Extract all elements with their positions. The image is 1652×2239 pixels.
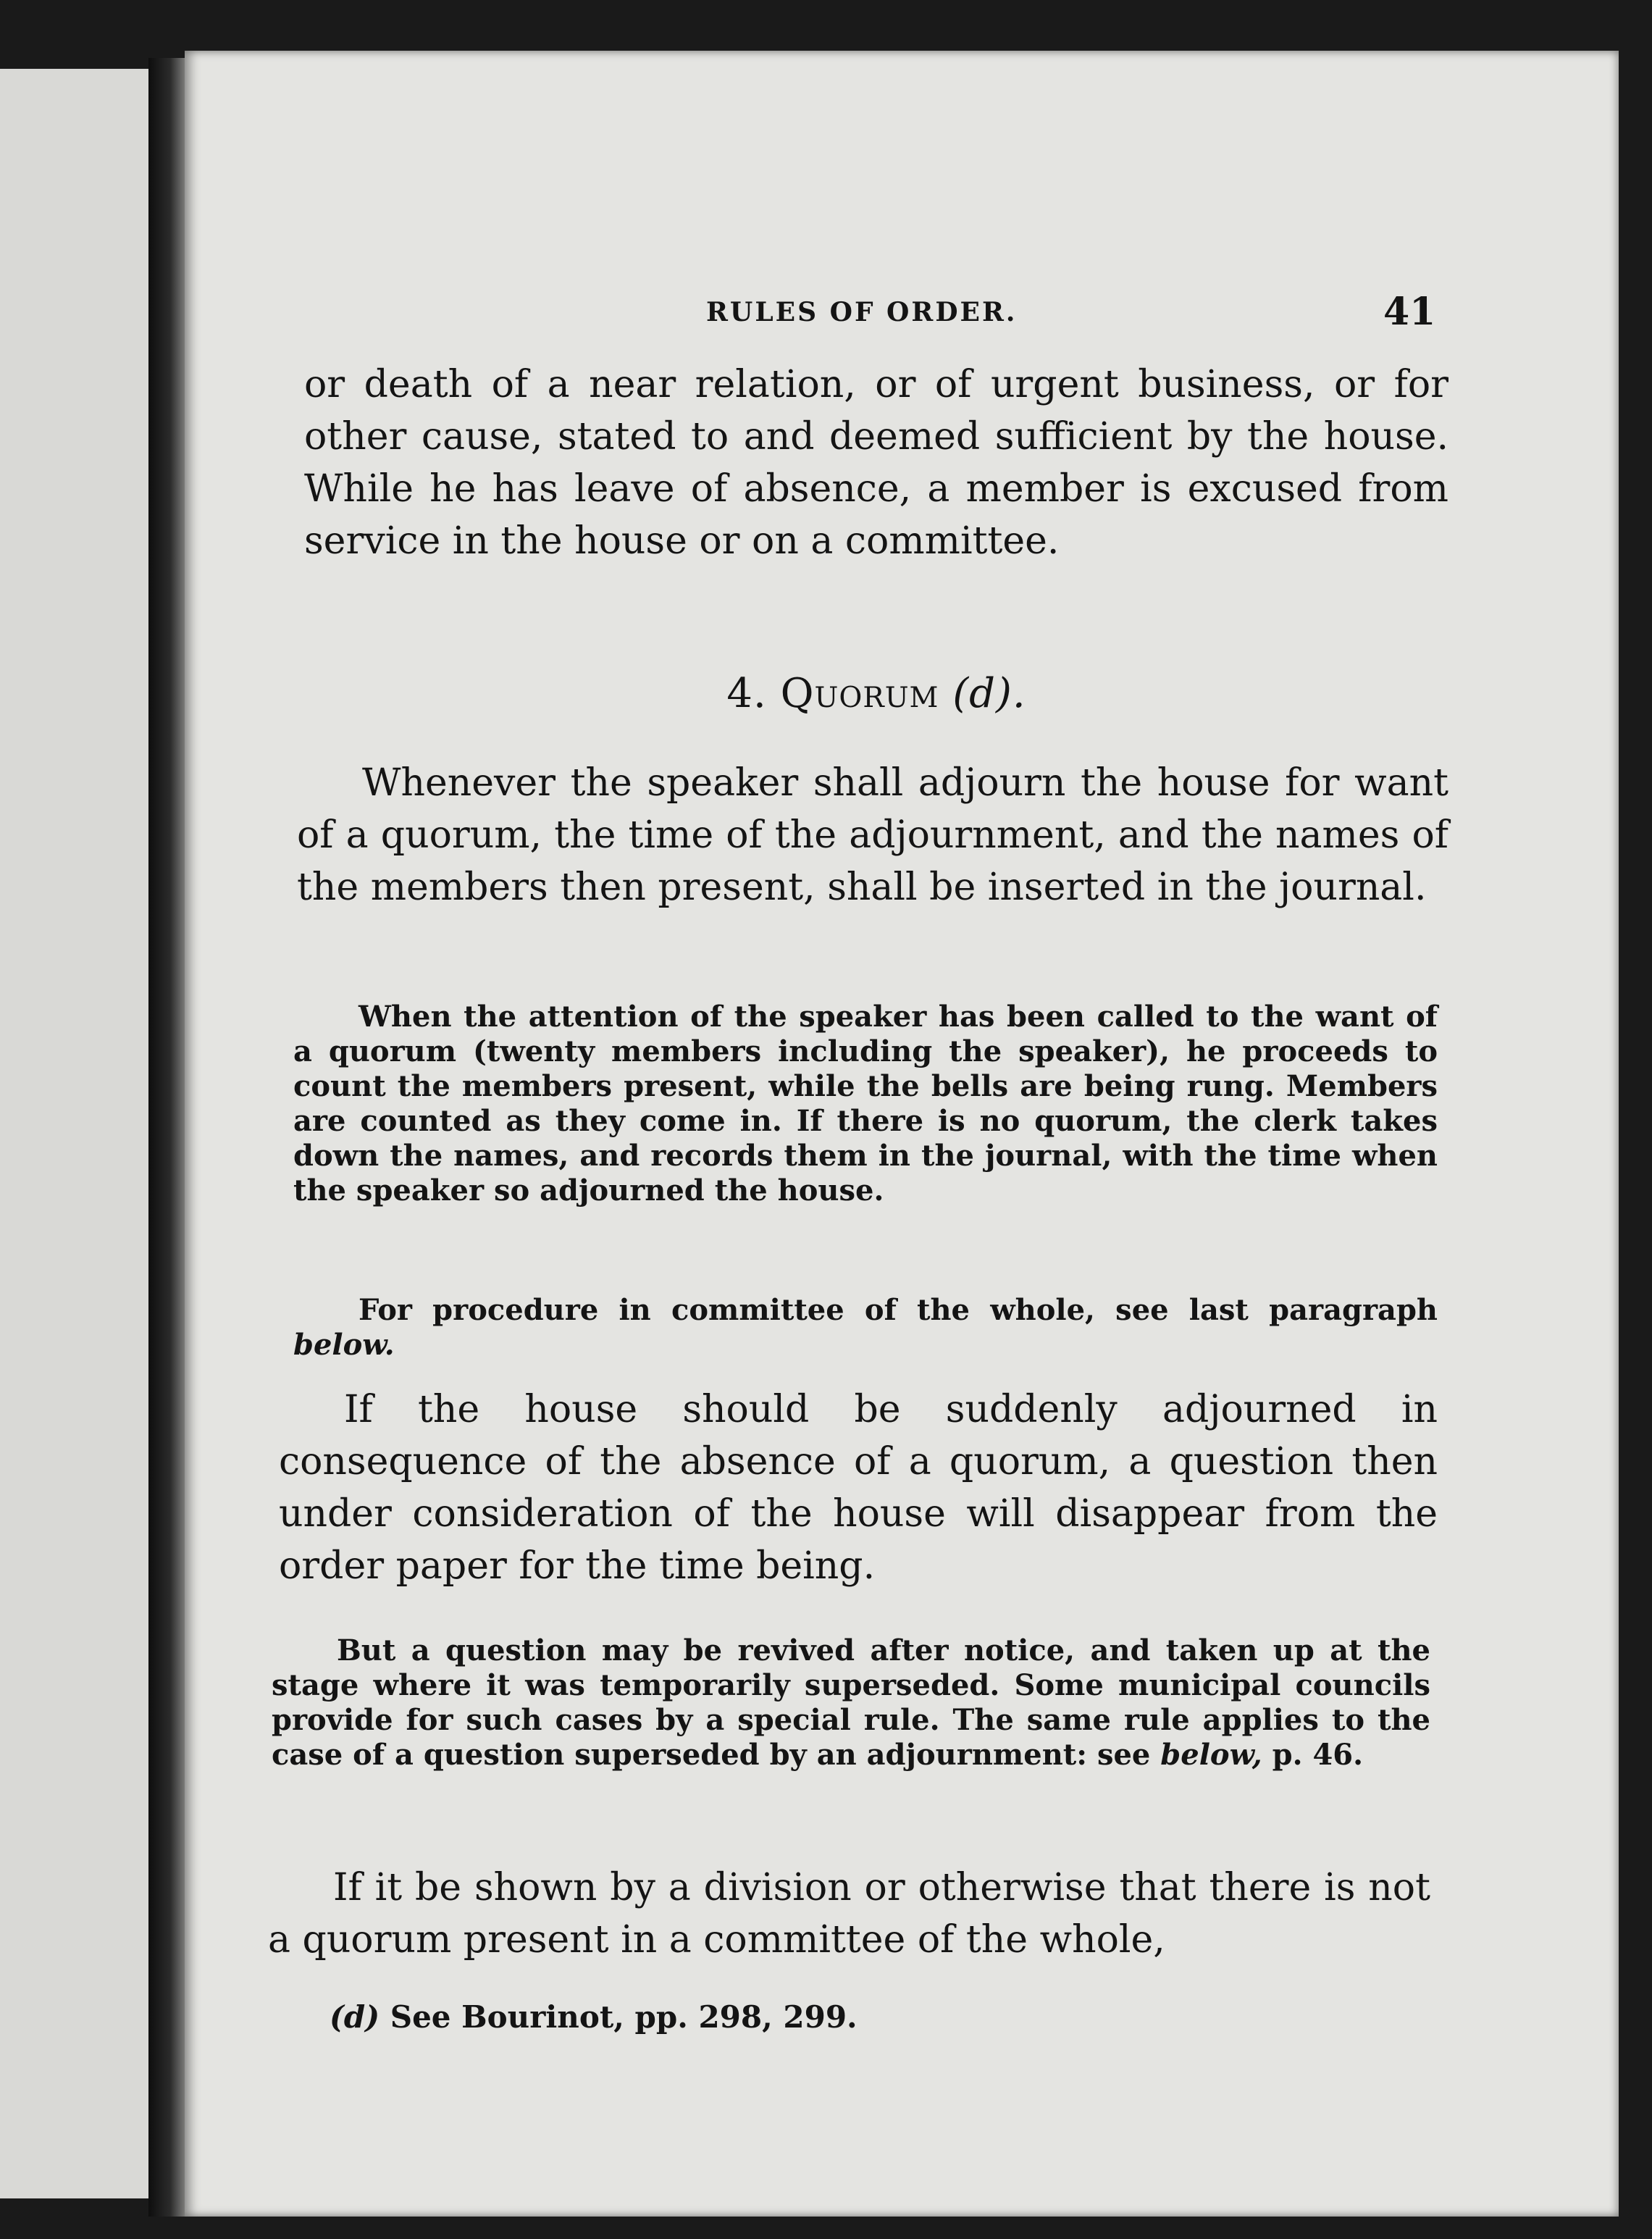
paragraph-adjourn-want-of-quorum: Whenever the speaker shall adjourn the house for want of a quorum, the time of the adjournment, and the names of the members then present, shall be inserted in the journal. [297, 761, 1448, 909]
book-page [185, 51, 1619, 2217]
section-heading-quorum [304, 670, 1448, 717]
page-header [185, 290, 1619, 362]
note-revived-page: p. 46. [1272, 1738, 1364, 1772]
running-title: RULES OF ORDER. [706, 297, 1018, 327]
note-revived-below: below, [1160, 1738, 1262, 1772]
note-counting-members: When the attention of the speaker has been called to the want of a quorum (twenty members including the speaker), he proceeds to count the members present, while the bells are being rung. Members are counted as they come in. If there is no quorum, the clerk takes down the names, and records them in the journal, with the time when the speaker so adjourned the house. [293, 1000, 1438, 1208]
heading-note: (d). [952, 670, 1026, 717]
footnote-text: See Bourinot, pp. 298, 299. [390, 1999, 858, 2035]
heading-title: Quorum [780, 670, 939, 717]
note-committee-below: below. [293, 1328, 395, 1362]
paragraph-leave-of-absence: or death of a near relation, or of urgent business, or for other cause, stated to and deemed sufficient by the house. While he has leave of absence, a member is excused from service in the house or on a committee. [304, 363, 1448, 563]
note-committee-text: For procedure in committee of the whole, see last paragraph [359, 1293, 1438, 1327]
footnote [330, 1999, 1343, 2035]
book-gutter [148, 58, 185, 2217]
footnote-mark: (d) [330, 1999, 380, 2035]
page-number: 41 [1383, 290, 1436, 334]
note-revived-text: But a question may be revived after notice, and taken up at the stage where it was temporarily superseded. Some municipal councils provide for such cases by a special rule. The same rule applies to the case of a question superseded by an adjournment: see [272, 1633, 1430, 1772]
paragraph-sudden-adjournment: If the house should be suddenly adjourned in consequence of the absence of a quorum, a question then under consideration of the house will disappear from the order paper for the time being. [279, 1388, 1438, 1588]
heading-number: 4. [726, 670, 767, 717]
note-revived-question [272, 1633, 1430, 1773]
note-committee-procedure [293, 1293, 1438, 1363]
left-page-edge [0, 69, 153, 2198]
paragraph-committee-quorum: If it be shown by a division or otherwise that there is not a quorum present in a committee of the whole, [268, 1866, 1430, 1962]
